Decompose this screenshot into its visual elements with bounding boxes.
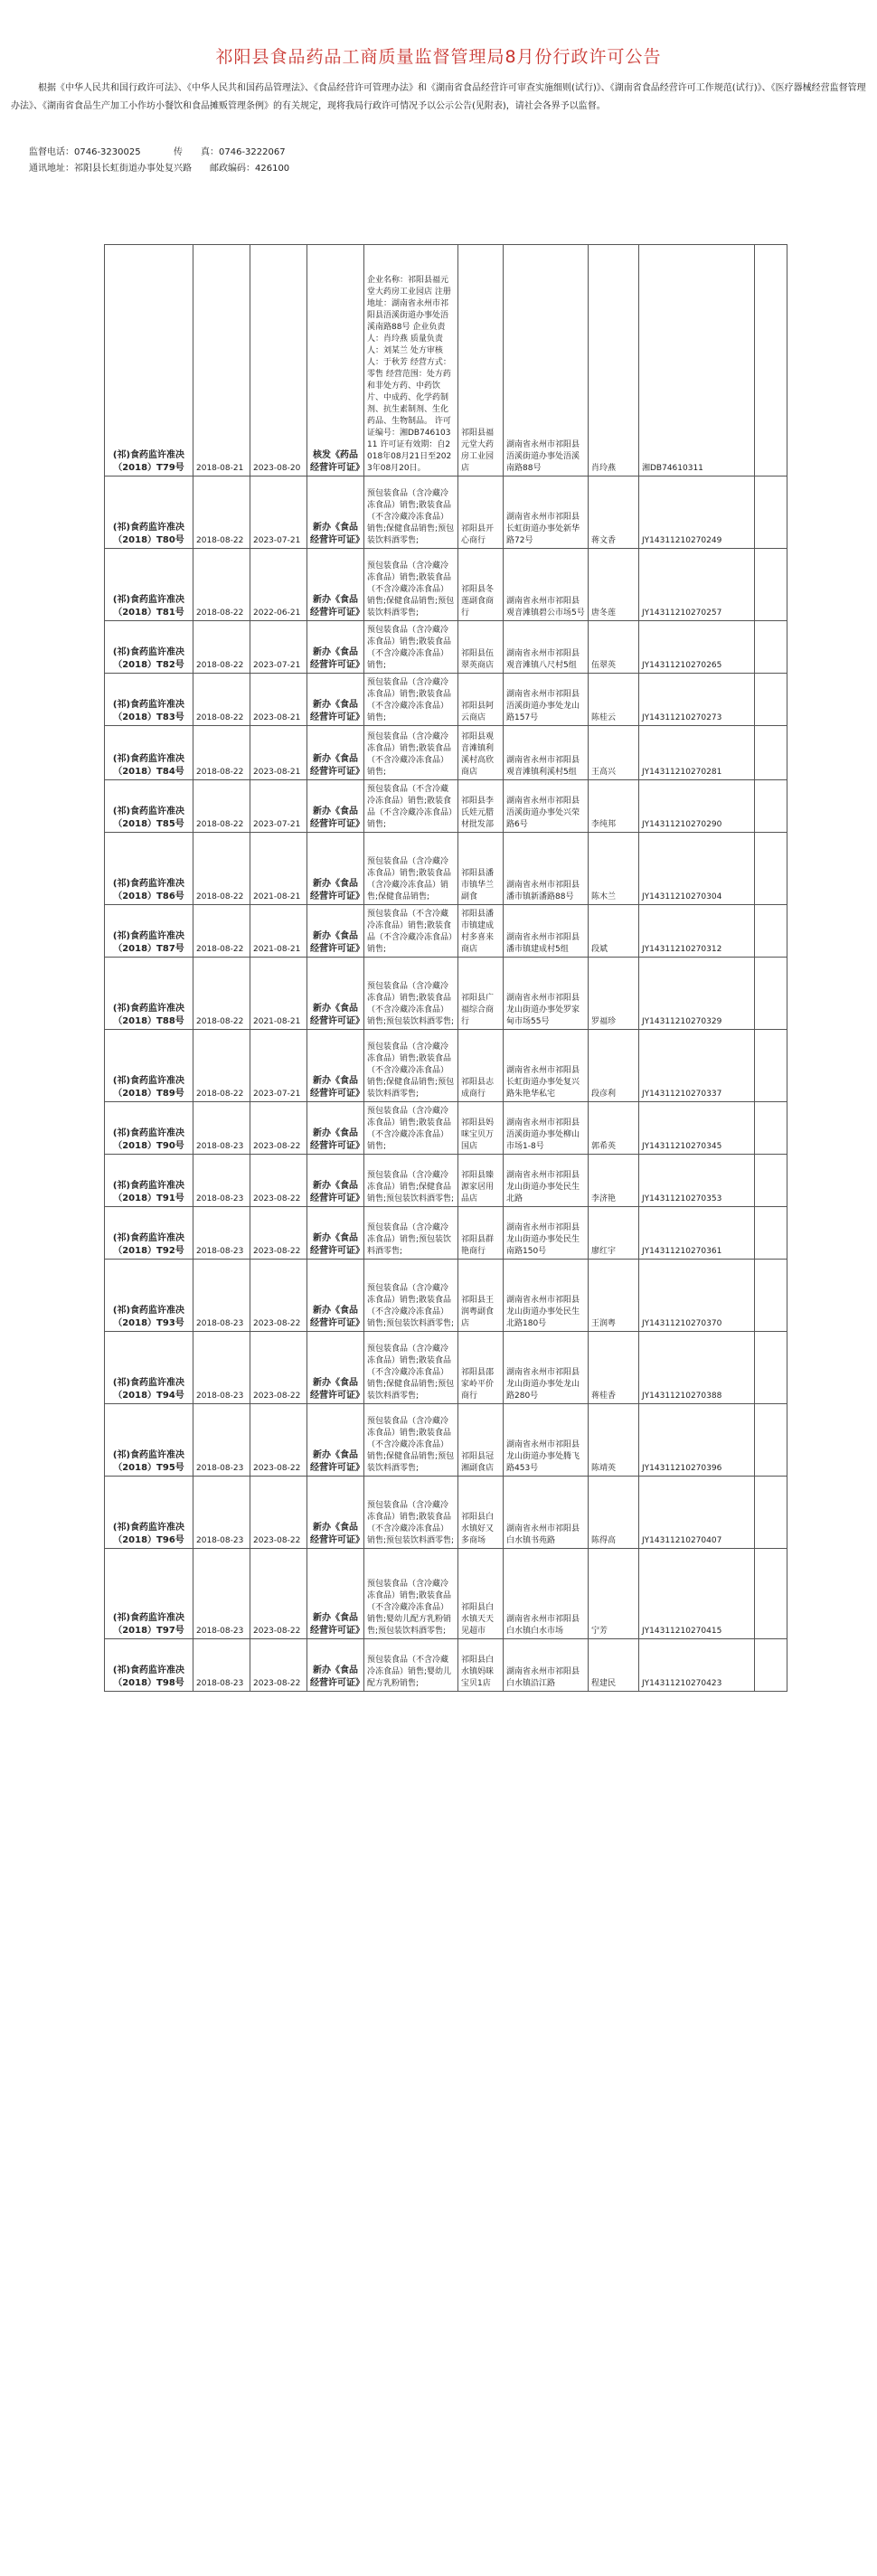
business-address-cell: 湖南省永州市祁阳县长虹街道办事处新华路72号 xyxy=(504,477,589,549)
business-address-cell: 湖南省永州市祁阳县潘市镇建成村5组 xyxy=(504,905,589,958)
table-row xyxy=(105,958,787,1030)
table-row xyxy=(105,245,787,477)
business-name-cell: 祁阳县志成商行 xyxy=(458,1030,504,1102)
permit-number-cell: (祁)食药监许准决（2018）T88号 xyxy=(105,958,193,1030)
business-scope-cell: 预包装食品（含冷藏冷冻食品）销售;散装食品（不含冷藏冷冻食品）销售; xyxy=(364,674,458,726)
business-scope-cell: 预包装食品（含冷藏冷冻食品）销售;散装食品（不含冷藏冷冻食品）销售;预包装饮料酒零售; xyxy=(364,958,458,1030)
table-row xyxy=(105,780,787,833)
end-date-cell: 2023-08-22 xyxy=(250,1102,307,1155)
permit-number-cell: (祁)食药监许准决（2018）T93号 xyxy=(105,1260,193,1332)
fax-value: 0746-3222067 xyxy=(219,147,286,157)
table-row xyxy=(105,833,787,905)
certificate-number-cell: JY14311210270281 xyxy=(639,726,755,780)
business-name-cell: 祁阳县广福综合商行 xyxy=(458,958,504,1030)
remark-cell xyxy=(755,1102,787,1155)
end-date-cell: 2023-08-21 xyxy=(250,674,307,726)
remark-cell xyxy=(755,905,787,958)
business-scope-cell: 预包装食品（含冷藏冷冻食品）销售;散装食品（不含冷藏冷冻食品）销售;保健食品销售;预包装饮料酒零售; xyxy=(364,477,458,549)
legal-person-cell: 李济艳 xyxy=(589,1155,639,1207)
zip-value: 426100 xyxy=(255,164,290,174)
phone-label: 监督电话： xyxy=(29,147,74,157)
end-date-cell: 2023-08-22 xyxy=(250,1549,307,1639)
business-address-cell: 湖南省永州市祁阳县浯溪街道办事处兴荣路6号 xyxy=(504,780,589,833)
business-name-cell: 祁阳县开心商行 xyxy=(458,477,504,549)
remark-cell xyxy=(755,621,787,674)
business-scope-cell: 预包装食品（含冷藏冷冻食品）销售;散装食品（含冷藏冷冻食品）销售;保健食品销售; xyxy=(364,833,458,905)
end-date-cell: 2023-08-22 xyxy=(250,1639,307,1692)
permit-item-cell: 新办《食品经营许可证》 xyxy=(307,477,364,549)
contact-line-2 xyxy=(29,163,289,175)
certificate-number-cell: JY14311210270304 xyxy=(639,833,755,905)
permit-number-cell: (祁)食药监许准决（2018）T85号 xyxy=(105,780,193,833)
business-address-cell: 湖南省永州市祁阳县观音滩镇利溪村5组 xyxy=(504,726,589,780)
business-name-cell: 祁阳县白水镇天天见超市 xyxy=(458,1549,504,1639)
business-scope-cell: 预包装食品（含冷藏冷冻食品）销售;散装食品（不含冷藏冷冻食品）销售;预包装饮料酒零售; xyxy=(364,1477,458,1549)
business-scope-cell: 预包装食品（含冷藏冷冻食品）销售;保健食品销售;预包装饮料酒零售; xyxy=(364,1155,458,1207)
certificate-number-cell: JY14311210270265 xyxy=(639,621,755,674)
business-name-cell: 祁阳县邵家岭平价商行 xyxy=(458,1332,504,1404)
legal-person-cell: 伍翠英 xyxy=(589,621,639,674)
certificate-number-cell: JY14311210270370 xyxy=(639,1260,755,1332)
table-row xyxy=(105,1639,787,1692)
certificate-number-cell: JY14311210270312 xyxy=(639,905,755,958)
business-address-cell: 湖南省永州市祁阳县龙山街道办事处民生北路 xyxy=(504,1155,589,1207)
end-date-cell: 2023-08-22 xyxy=(250,1155,307,1207)
permit-number-cell: (祁)食药监许准决（2018）T82号 xyxy=(105,621,193,674)
start-date-cell: 2018-08-23 xyxy=(193,1477,250,1549)
table-row xyxy=(105,1102,787,1155)
start-date-cell: 2018-08-23 xyxy=(193,1102,250,1155)
remark-cell xyxy=(755,958,787,1030)
start-date-cell: 2018-08-23 xyxy=(193,1260,250,1332)
permit-item-cell: 新办《食品经营许可证》 xyxy=(307,1404,364,1477)
legal-person-cell: 郭希英 xyxy=(589,1102,639,1155)
permit-number-cell: (祁)食药监许准决（2018）T83号 xyxy=(105,674,193,726)
start-date-cell: 2018-08-22 xyxy=(193,833,250,905)
permit-number-cell: (祁)食药监许准决（2018）T92号 xyxy=(105,1207,193,1260)
start-date-cell: 2018-08-23 xyxy=(193,1155,250,1207)
business-name-cell: 祁阳县李氏娃元腊材批发部 xyxy=(458,780,504,833)
start-date-cell: 2018-08-22 xyxy=(193,549,250,621)
permit-item-cell: 新办《食品经营许可证》 xyxy=(307,1260,364,1332)
end-date-cell: 2022-06-21 xyxy=(250,549,307,621)
permit-number-cell: (祁)食药监许准决（2018）T86号 xyxy=(105,833,193,905)
permit-item-cell: 新办《食品经营许可证》 xyxy=(307,1207,364,1260)
table-row xyxy=(105,1549,787,1639)
business-address-cell: 湖南省永州市祁阳县浯溪街道办事处浯溪南路88号 xyxy=(504,245,589,477)
certificate-number-cell: JY14311210270423 xyxy=(639,1639,755,1692)
table-row xyxy=(105,621,787,674)
certificate-number-cell: JY14311210270407 xyxy=(639,1477,755,1549)
permit-table-body xyxy=(105,245,787,1692)
start-date-cell: 2018-08-22 xyxy=(193,1030,250,1102)
business-address-cell: 湖南省永州市祁阳县龙山街道办事处罗家甸市场55号 xyxy=(504,958,589,1030)
phone-value: 0746-3230025 xyxy=(74,147,141,157)
permit-item-cell: 新办《食品经营许可证》 xyxy=(307,1549,364,1639)
permit-item-cell: 新办《食品经营许可证》 xyxy=(307,1102,364,1155)
certificate-number-cell: JY14311210270257 xyxy=(639,549,755,621)
table-row xyxy=(105,477,787,549)
table-row xyxy=(105,1404,787,1477)
business-address-cell: 湖南省永州市祁阳县龙山街道办事处民生北路180号 xyxy=(504,1260,589,1332)
business-scope-cell: 预包装食品（含冷藏冷冻食品）销售;散装食品（不含冷藏冷冻食品）销售; xyxy=(364,726,458,780)
legal-person-cell: 王润粤 xyxy=(589,1260,639,1332)
table-row xyxy=(105,1030,787,1102)
business-name-cell: 祁阳县伍翠英商店 xyxy=(458,621,504,674)
fax-label: 传 真： xyxy=(174,147,219,157)
permit-item-cell: 新办《食品经营许可证》 xyxy=(307,958,364,1030)
start-date-cell: 2018-08-22 xyxy=(193,477,250,549)
legal-person-cell: 陈桂云 xyxy=(589,674,639,726)
business-scope-cell: 预包装食品（含冷藏冷冻食品）销售;散装食品（不含冷藏冷冻食品）销售;保健食品销售;预包装饮料酒零售; xyxy=(364,1332,458,1404)
certificate-number-cell: JY14311210270249 xyxy=(639,477,755,549)
certificate-number-cell: JY14311210270388 xyxy=(639,1332,755,1404)
business-scope-cell: 预包装食品（含冷藏冷冻食品）销售;散装食品（不含冷藏冷冻食品）销售; xyxy=(364,621,458,674)
table-row xyxy=(105,549,787,621)
address-value: 祁阳县长虹街道办事处复兴路 xyxy=(74,164,192,174)
start-date-cell: 2018-08-23 xyxy=(193,1639,250,1692)
remark-cell xyxy=(755,245,787,477)
end-date-cell: 2023-08-22 xyxy=(250,1260,307,1332)
legal-person-cell: 陈木兰 xyxy=(589,833,639,905)
certificate-number-cell: JY14311210270337 xyxy=(639,1030,755,1102)
legal-person-cell: 段彦利 xyxy=(589,1030,639,1102)
business-scope-cell: 预包装食品（含冷藏冷冻食品）销售;散装食品（不含冷藏冷冻食品）销售;保健食品销售;预包装饮料酒零售; xyxy=(364,1404,458,1477)
start-date-cell: 2018-08-22 xyxy=(193,958,250,1030)
permit-item-cell: 新办《食品经营许可证》 xyxy=(307,1030,364,1102)
start-date-cell: 2018-08-22 xyxy=(193,780,250,833)
business-address-cell: 湖南省永州市祁阳县浯溪街道办事处龙山路157号 xyxy=(504,674,589,726)
permit-item-cell: 新办《食品经营许可证》 xyxy=(307,833,364,905)
business-name-cell: 祁阳县福元堂大药房工业园店 xyxy=(458,245,504,477)
remark-cell xyxy=(755,477,787,549)
remark-cell xyxy=(755,1155,787,1207)
table-row xyxy=(105,1207,787,1260)
business-address-cell: 湖南省永州市祁阳县浯溪街道办事处柳山市场1-8号 xyxy=(504,1102,589,1155)
business-name-cell: 祁阳县群艳商行 xyxy=(458,1207,504,1260)
end-date-cell: 2023-07-21 xyxy=(250,621,307,674)
end-date-cell: 2023-07-21 xyxy=(250,1030,307,1102)
table-row xyxy=(105,1260,787,1332)
certificate-number-cell: JY14311210270415 xyxy=(639,1549,755,1639)
end-date-cell: 2023-07-21 xyxy=(250,780,307,833)
end-date-cell: 2023-08-22 xyxy=(250,1207,307,1260)
legal-person-cell: 陈得高 xyxy=(589,1477,639,1549)
intro-paragraph: 根据《中华人民共和国行政许可法》、《中华人民共和国药品管理法》、《食品经营许可管理办法》和《湖南省食品经营许可审查实施细则(试行)》、《湖南省食品经营许可工作规范(试行)》、《医疗器械经营监督管理办法》、《湖南省食品生产加工小作坊小餐饮和食品摊贩管理条例》的有关规定，现将我局行政许可情况予以公示公告(见附表)，请社会各界予以监督。 xyxy=(11,83,866,111)
certificate-number-cell: JY14311210270353 xyxy=(639,1155,755,1207)
permit-number-cell: (祁)食药监许准决（2018）T91号 xyxy=(105,1155,193,1207)
legal-person-cell: 李纯邦 xyxy=(589,780,639,833)
business-address-cell: 湖南省永州市祁阳县观音滩镇八尺村5组 xyxy=(504,621,589,674)
table-row xyxy=(105,674,787,726)
business-scope-cell: 预包装食品（含冷藏冷冻食品）销售;散装食品（不含冷藏冷冻食品）销售;保健食品销售;预包装饮料酒零售; xyxy=(364,1030,458,1102)
business-name-cell: 祁阳县冠湘副食店 xyxy=(458,1404,504,1477)
start-date-cell: 2018-08-22 xyxy=(193,674,250,726)
permit-number-cell: (祁)食药监许准决（2018）T89号 xyxy=(105,1030,193,1102)
permit-number-cell: (祁)食药监许准决（2018）T96号 xyxy=(105,1477,193,1549)
remark-cell xyxy=(755,1404,787,1477)
permit-table xyxy=(104,244,787,1692)
zip-label: 邮政编码： xyxy=(210,164,255,174)
business-scope-cell: 预包装食品（不含冷藏冷冻食品）销售;散装食品（不含冷藏冷冻食品）销售; xyxy=(364,905,458,958)
business-scope-cell: 预包装食品（含冷藏冷冻食品）销售;散装食品（不含冷藏冷冻食品）销售;保健食品销售;预包装饮料酒零售; xyxy=(364,549,458,621)
remark-cell xyxy=(755,1549,787,1639)
legal-person-cell: 蒋文香 xyxy=(589,477,639,549)
page-title: 祁阳县食品药品工商质量监督管理局8月份行政许可公告 xyxy=(215,47,662,67)
remark-cell xyxy=(755,1030,787,1102)
legal-person-cell: 罗福珍 xyxy=(589,958,639,1030)
business-address-cell: 湖南省永州市祁阳县白水镇书苑路 xyxy=(504,1477,589,1549)
start-date-cell: 2018-08-22 xyxy=(193,905,250,958)
start-date-cell: 2018-08-23 xyxy=(193,1404,250,1477)
end-date-cell: 2023-08-20 xyxy=(250,245,307,477)
legal-person-cell: 肖玲燕 xyxy=(589,245,639,477)
permit-number-cell: (祁)食药监许准决（2018）T98号 xyxy=(105,1639,193,1692)
remark-cell xyxy=(755,1477,787,1549)
permit-number-cell: (祁)食药监许准决（2018）T81号 xyxy=(105,549,193,621)
business-name-cell: 祁阳县白水镇好又多商场 xyxy=(458,1477,504,1549)
permit-number-cell: (祁)食药监许准决（2018）T95号 xyxy=(105,1404,193,1477)
table-row xyxy=(105,1155,787,1207)
table-row xyxy=(105,726,787,780)
business-name-cell: 祁阳县观音滩镇利溪村高欣商店 xyxy=(458,726,504,780)
certificate-number-cell: JY14311210270361 xyxy=(639,1207,755,1260)
business-address-cell: 湖南省永州市祁阳县龙山街道办事处腾飞路453号 xyxy=(504,1404,589,1477)
permit-item-cell: 新办《食品经营许可证》 xyxy=(307,1155,364,1207)
permit-number-cell: (祁)食药监许准决（2018）T90号 xyxy=(105,1102,193,1155)
business-scope-cell: 预包装食品（含冷藏冷冻食品）销售;散装食品（不含冷藏冷冻食品）销售;预包装饮料酒零售; xyxy=(364,1260,458,1332)
business-name-cell: 祁阳县臻源家居用品店 xyxy=(458,1155,504,1207)
permit-item-cell: 新办《食品经营许可证》 xyxy=(307,1639,364,1692)
business-name-cell: 祁阳县冬莲副食商行 xyxy=(458,549,504,621)
remark-cell xyxy=(755,1260,787,1332)
business-address-cell: 湖南省永州市祁阳县白水镇沿江路 xyxy=(504,1639,589,1692)
start-date-cell: 2018-08-23 xyxy=(193,1332,250,1404)
remark-cell xyxy=(755,1639,787,1692)
end-date-cell: 2023-08-22 xyxy=(250,1477,307,1549)
permit-number-cell: (祁)食药监许准决（2018）T79号 xyxy=(105,245,193,477)
permit-item-cell: 新办《食品经营许可证》 xyxy=(307,674,364,726)
permit-item-cell: 新办《食品经营许可证》 xyxy=(307,621,364,674)
permit-item-cell: 新办《食品经营许可证》 xyxy=(307,905,364,958)
table-row xyxy=(105,905,787,958)
start-date-cell: 2018-08-22 xyxy=(193,726,250,780)
legal-person-cell: 陈靖英 xyxy=(589,1404,639,1477)
end-date-cell: 2023-07-21 xyxy=(250,477,307,549)
business-name-cell: 祁阳县白水镇妈咪宝贝1店 xyxy=(458,1639,504,1692)
address-label: 通讯地址： xyxy=(29,164,74,174)
contact-line-1 xyxy=(29,146,286,159)
remark-cell xyxy=(755,726,787,780)
business-name-cell: 祁阳县阿云商店 xyxy=(458,674,504,726)
business-scope-cell: 预包装食品（不含冷藏冷冻食品）销售;散装食品（不含冷藏冷冻食品）销售; xyxy=(364,780,458,833)
business-name-cell: 祁阳县潘市镇建成村多喜来商店 xyxy=(458,905,504,958)
legal-person-cell: 蒋桂香 xyxy=(589,1332,639,1404)
legal-person-cell: 程建民 xyxy=(589,1639,639,1692)
start-date-cell: 2018-08-21 xyxy=(193,245,250,477)
table-row xyxy=(105,1332,787,1404)
certificate-number-cell: JY14311210270290 xyxy=(639,780,755,833)
business-scope-cell: 预包装食品（不含冷藏冷冻食品）销售;婴幼儿配方乳粉销售; xyxy=(364,1639,458,1692)
permit-item-cell: 新办《食品经营许可证》 xyxy=(307,549,364,621)
end-date-cell: 2021-08-21 xyxy=(250,833,307,905)
start-date-cell: 2018-08-23 xyxy=(193,1207,250,1260)
permit-item-cell: 新办《食品经营许可证》 xyxy=(307,726,364,780)
permit-item-cell: 新办《食品经营许可证》 xyxy=(307,780,364,833)
business-scope-cell: 预包装食品（含冷藏冷冻食品）销售;散装食品（不含冷藏冷冻食品）销售; xyxy=(364,1102,458,1155)
permit-number-cell: (祁)食药监许准决（2018）T97号 xyxy=(105,1549,193,1639)
certificate-number-cell: 湘DB74610311 xyxy=(639,245,755,477)
business-address-cell: 湖南省永州市祁阳县白水镇白水市场 xyxy=(504,1549,589,1639)
certificate-number-cell: JY14311210270273 xyxy=(639,674,755,726)
legal-person-cell: 段斌 xyxy=(589,905,639,958)
legal-person-cell: 王高兴 xyxy=(589,726,639,780)
start-date-cell: 2018-08-23 xyxy=(193,1549,250,1639)
remark-cell xyxy=(755,833,787,905)
legal-person-cell: 宁芳 xyxy=(589,1549,639,1639)
permit-number-cell: (祁)食药监许准决（2018）T84号 xyxy=(105,726,193,780)
legal-person-cell: 廖红宇 xyxy=(589,1207,639,1260)
certificate-number-cell: JY14311210270329 xyxy=(639,958,755,1030)
start-date-cell: 2018-08-22 xyxy=(193,621,250,674)
business-name-cell: 祁阳县潘市镇华兰副食 xyxy=(458,833,504,905)
end-date-cell: 2023-08-21 xyxy=(250,726,307,780)
permit-item-cell: 新办《食品经营许可证》 xyxy=(307,1477,364,1549)
business-name-cell: 祁阳县妈咪宝贝万国店 xyxy=(458,1102,504,1155)
business-address-cell: 湖南省永州市祁阳县龙山街道办事处民生南路150号 xyxy=(504,1207,589,1260)
permit-number-cell: (祁)食药监许准决（2018）T94号 xyxy=(105,1332,193,1404)
business-name-cell: 祁阳县王润粤副食店 xyxy=(458,1260,504,1332)
business-scope-cell: 预包装食品（含冷藏冷冻食品）销售;散装食品（不含冷藏冷冻食品）销售;婴幼儿配方乳粉销售;预包装饮料酒零售; xyxy=(364,1549,458,1639)
business-scope-cell: 企业名称：祁阳县福元堂大药房工业园店 注册地址：湖南省永州市祁阳县浯溪街道办事处浯溪南路88号 企业负责人：肖玲燕 质量负责人：刘某兰 处方审核人：于秋芳 经营方式：零售 经营范围：处方药和非处方药、中药饮片、中成药、化学药制剂、抗生素制剂、生化药品、生物制品。 许可证编号：湘DB74610311 许可证有效期：自2018年08月21日至2023年08月20日。 xyxy=(364,245,458,477)
end-date-cell: 2021-08-21 xyxy=(250,905,307,958)
table-row xyxy=(105,1477,787,1549)
certificate-number-cell: JY14311210270345 xyxy=(639,1102,755,1155)
legal-person-cell: 唐冬莲 xyxy=(589,549,639,621)
end-date-cell: 2021-08-21 xyxy=(250,958,307,1030)
permit-item-cell: 新办《食品经营许可证》 xyxy=(307,1332,364,1404)
remark-cell xyxy=(755,549,787,621)
business-scope-cell: 预包装食品（含冷藏冷冻食品）销售;预包装饮料酒零售; xyxy=(364,1207,458,1260)
remark-cell xyxy=(755,1207,787,1260)
business-address-cell: 湖南省永州市祁阳县潘市镇新潘路88号 xyxy=(504,833,589,905)
remark-cell xyxy=(755,780,787,833)
end-date-cell: 2023-08-22 xyxy=(250,1332,307,1404)
end-date-cell: 2023-08-22 xyxy=(250,1404,307,1477)
certificate-number-cell: JY14311210270396 xyxy=(639,1404,755,1477)
business-address-cell: 湖南省永州市祁阳县长虹街道办事处复兴路朱艳华私宅 xyxy=(504,1030,589,1102)
permit-number-cell: (祁)食药监许准决（2018）T80号 xyxy=(105,477,193,549)
business-address-cell: 湖南省永州市祁阳县龙山街道办事处龙山路280号 xyxy=(504,1332,589,1404)
remark-cell xyxy=(755,674,787,726)
business-address-cell: 湖南省永州市祁阳县观音滩镇碧公市场5号 xyxy=(504,549,589,621)
permit-item-cell: 核发《药品经营许可证》 xyxy=(307,245,364,477)
remark-cell xyxy=(755,1332,787,1404)
permit-number-cell: (祁)食药监许准决（2018）T87号 xyxy=(105,905,193,958)
